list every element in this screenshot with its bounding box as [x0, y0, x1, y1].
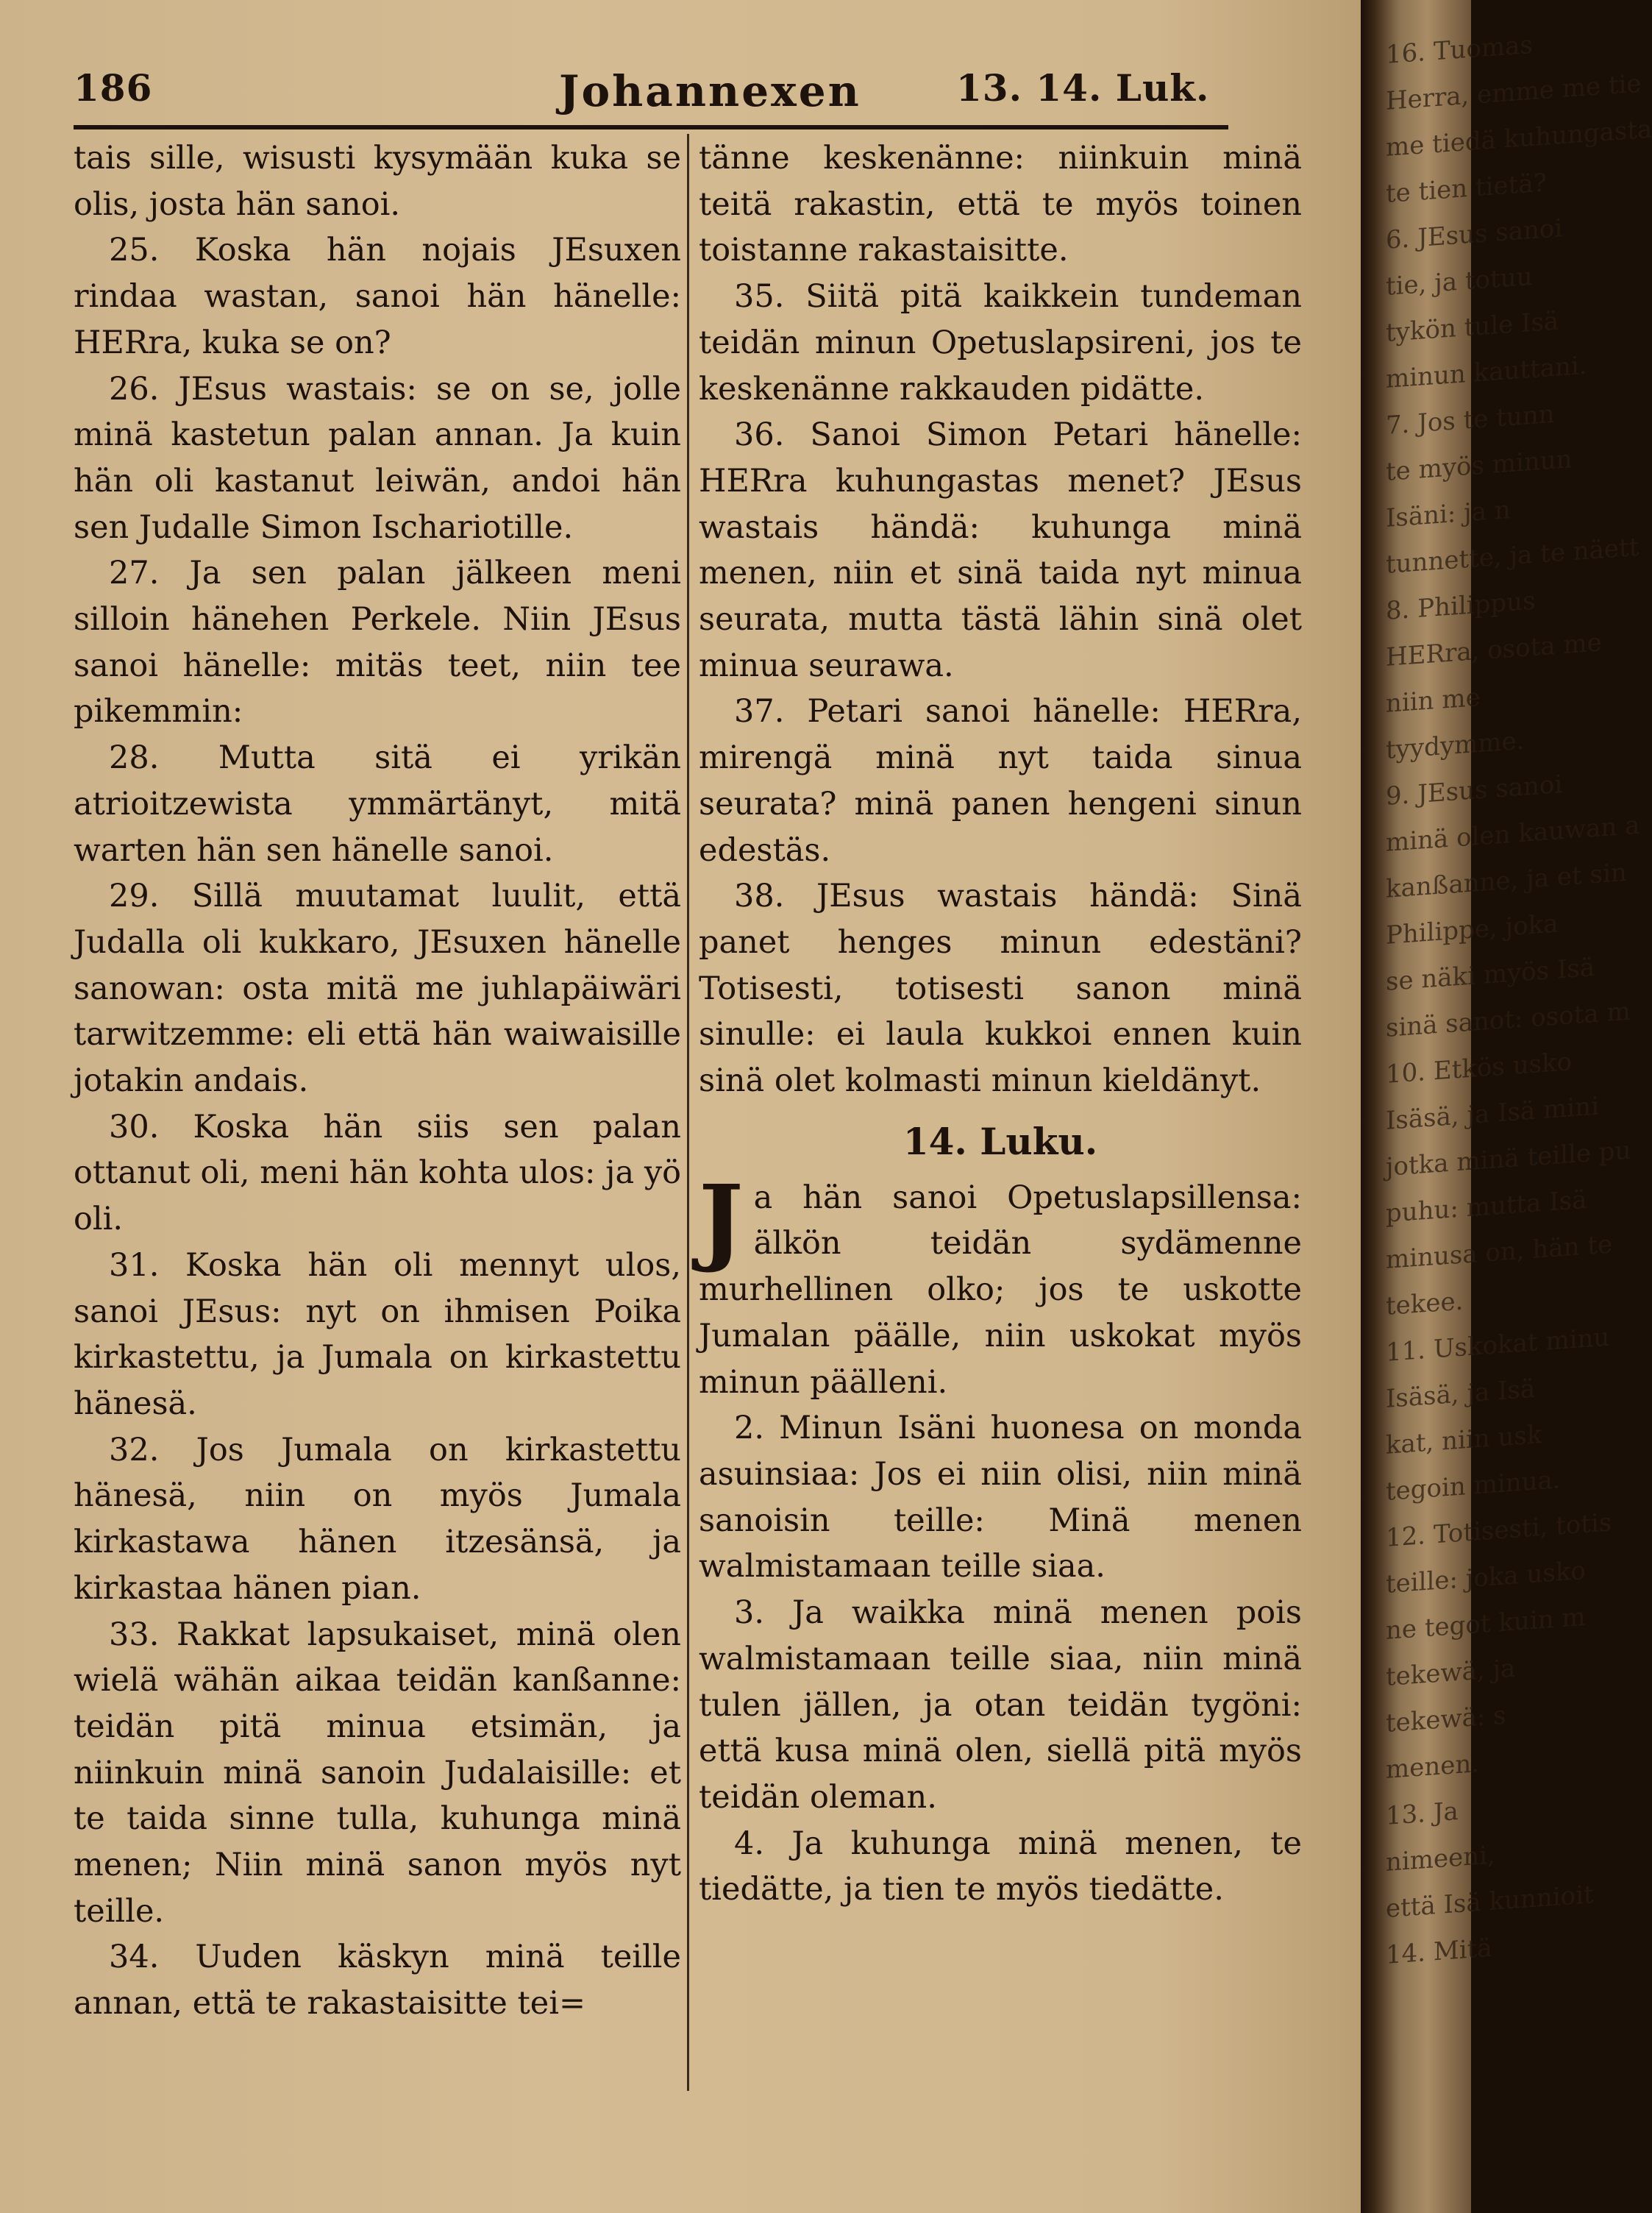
fragment-line: puhu: mutta Isä — [1386, 1184, 1587, 1229]
fragment-line: nimeeni, — [1386, 1840, 1495, 1878]
fragment-line: Isäni: ja n — [1386, 495, 1511, 533]
verse-2: 2. Minun Isäni huonesa on monda asuinsiaa: Jos ei niin olisi, niin minä sanoisin teille: Minä menen walmistamaan teille siaa. — [699, 1410, 1302, 1585]
page-number: 186 — [74, 66, 153, 110]
verse-34-continuation: tänne keskenänne: niinkuin minä teitä rakastin, että te myös toinen toistanne rakastaisitte. — [699, 140, 1302, 269]
fragment-line: 13. Ja — [1386, 1797, 1459, 1831]
verse-29: 29. Sillä muutamat luulit, että Judalla oli kukkaro, JEsuxen hänelle sanowan: osta mitä me juhlapäiwäri tarwitzemme: eli että hän waiwaisille jotakin andais. — [74, 878, 681, 1100]
fragment-line: sinä sanot: osota m — [1386, 996, 1631, 1043]
fragment-line: 9. JEsus sanoi — [1386, 770, 1563, 811]
fragment-line: kanßanne, ja et sin — [1386, 857, 1627, 904]
fragment-line: niin me — [1386, 682, 1481, 719]
fragment-line: ne tegot kuin m — [1386, 1602, 1586, 1646]
fragment-line: tunnette, ja te näett — [1386, 532, 1639, 580]
fragment-line: minä olen kauwan a — [1386, 810, 1640, 858]
column-divider — [687, 134, 689, 2091]
running-title: Johannexen — [559, 66, 861, 116]
fragment-line: tekewä, ja — [1386, 1653, 1516, 1692]
fragment-line: jotka minä teille pu — [1386, 1135, 1631, 1182]
verse-4: 4. Ja kuhunga minä menen, te tiedätte, ja tien te myös tiedätte. — [699, 1825, 1302, 1908]
verse-30: 30. Koska hän siis sen palan ottanut oli, meni hän kohta ulos: ja yö oli. — [74, 1108, 681, 1238]
verse-35: 35. Siitä pitä kaikkein tundeman teidän minun Opetuslapsireni, jos te keskenänne rakkauden pidätte. — [699, 278, 1302, 408]
fragment-line: että Isä kunnioit — [1386, 1880, 1594, 1924]
fragment-line: HERra, osota me — [1386, 628, 1602, 672]
fragment-line: Isäsä, ja Isä mini — [1386, 1091, 1599, 1136]
verse-25: 25. Koska hän nojais JEsuxen rindaa wastan, sanoi hän hänelle: HERra, kuka se on? — [74, 232, 681, 361]
fragment-line: kat, niin usk — [1386, 1420, 1542, 1460]
fragment-line: 11. Uskokat minu — [1386, 1322, 1610, 1368]
chapter-14-verse-1 — [699, 1165, 1302, 1406]
fragment-line: se näki myös Isä — [1386, 953, 1595, 997]
verse-31: 31. Koska hän oli mennyt ulos, sanoi JEsus: nyt on ihmisen Poika kirkastettu, ja Jumala on kirkastettu hänesä. — [74, 1246, 681, 1422]
verse-27: 27. Ja sen palan jälkeen meni silloin hänehen Perkele. Niin JEsus sanoi hänelle: mitäs teet, niin tee pikemmin: — [74, 555, 681, 731]
verse-1-text: a hän sanoi Opetuslapsillensa: älkön teidän sydämenne murhellinen olko; jos te uskotte Jumalan päälle, niin uskokat myös minun päälleni. — [699, 1179, 1302, 1401]
fragment-line: te myös minun — [1386, 444, 1573, 487]
left-column — [74, 135, 681, 2027]
fragment-line: tie, ja totuu — [1386, 261, 1533, 302]
verse-38: 38. JEsus wastais händä: Sinä panet henges minun edestäni? Totisesti, totisesti sanon minä sinulle: ei laula kukkoi ennen kuin sinä olet kolmasti minun kieldänyt. — [699, 878, 1302, 1100]
fragment-line: tykön tule Isä — [1386, 306, 1559, 348]
fragment-line: tekewä: s — [1386, 1700, 1506, 1738]
verse-36: 36. Sanoi Simon Petari hänelle: HERra kuhungastas menet? JEsus wastais händä: kuhunga minä menen, niin et sinä taida nyt minua seurata, mutta tästä lähin sinä olet minua seurawa. — [699, 416, 1302, 684]
fragment-line: te tien tietä? — [1386, 168, 1547, 209]
fragment-line: minusa on, hän te — [1386, 1229, 1613, 1275]
page-header — [74, 51, 1221, 125]
verse-32: 32. Jos Jumala on kirkastettu hänesä, niin on myös Jumala kirkastawa hänen itzesänsä, ja kirkastaa hänen pian. — [74, 1431, 681, 1607]
continuation-text: tais sille, wisusti kysymään kuka se olis, josta hän sanoi. — [74, 140, 681, 223]
fragment-line: me tiedä kuhungasta — [1386, 114, 1652, 163]
next-page-text — [1386, 26, 1652, 2195]
verse-34: 34. Uuden käskyn minä teille annan, että te rakastaisitte tei= — [74, 1939, 681, 2022]
verse-37: 37. Petari sanoi hänelle: HERra, mirengä minä nyt taida sinua seurata? minä panen hengeni sinun edestäs. — [699, 693, 1302, 869]
fragment-line: Isäsä, ja Isä — [1386, 1374, 1536, 1414]
verse-26: 26. JEsus wastais: se on se, jolle minä kastetun palan annan. Ja kuin hän oli kastanut leiwän, andoi hän sen Judalle Simon Ischariotille. — [74, 370, 681, 546]
fragment-line: tyydymme. — [1386, 725, 1525, 765]
chapter-heading: 14. Luku. — [902, 1119, 1098, 1163]
verse-33: 33. Rakkat lapsukaiset, minä olen wielä wähän aikaa teidän kanßanne: teidän pitä minua etsimän, ja niinkuin minä sanoin Judalaisille: et te taida sinne tulla, kuhunga minä menen; Niin minä sanon myös nyt teille. — [74, 1616, 681, 1930]
fragment-line: 10. Etkös usko — [1386, 1047, 1573, 1090]
fragment-line: 12. Totisesti, totis — [1386, 1507, 1612, 1553]
fragment-line: 7. Jos te tunn — [1386, 399, 1555, 441]
fragment-line: teille: joka usko — [1386, 1555, 1586, 1599]
fragment-line: menen. — [1386, 1749, 1480, 1785]
fragment-line: tegoin minua. — [1386, 1465, 1561, 1507]
fragment-line: Philippe, joka — [1386, 909, 1559, 951]
fragment-line: 14. Mitä — [1386, 1933, 1492, 1970]
verse-28: 28. Mutta sitä ei yrikän atrioitzewista ymmärtänyt, mitä warten hän sen hänelle sanoi. — [74, 739, 681, 869]
chapter-reference: 13. 14. Luk. — [956, 66, 1210, 110]
header-rule — [74, 125, 1228, 129]
fragment-line: tekee. — [1386, 1286, 1464, 1321]
fragment-line: 16. Tuomas — [1386, 29, 1533, 70]
drop-cap: J — [699, 1165, 744, 1276]
right-column — [699, 135, 1302, 1913]
fragment-line: 8. Philippus — [1386, 586, 1536, 626]
fragment-line: minun kauttani. — [1386, 350, 1587, 394]
fragment-line: 6. JEsus sanoi — [1386, 213, 1563, 255]
fragment-line: Herra, emme me tie — [1386, 68, 1642, 116]
verse-3: 3. Ja waikka minä menen pois walmistamaan teille siaa, niin minä tulen jällen, ja otan teidän tygöni: että kusa minä olen, siellä pitä myös teidän oleman. — [699, 1594, 1302, 1816]
